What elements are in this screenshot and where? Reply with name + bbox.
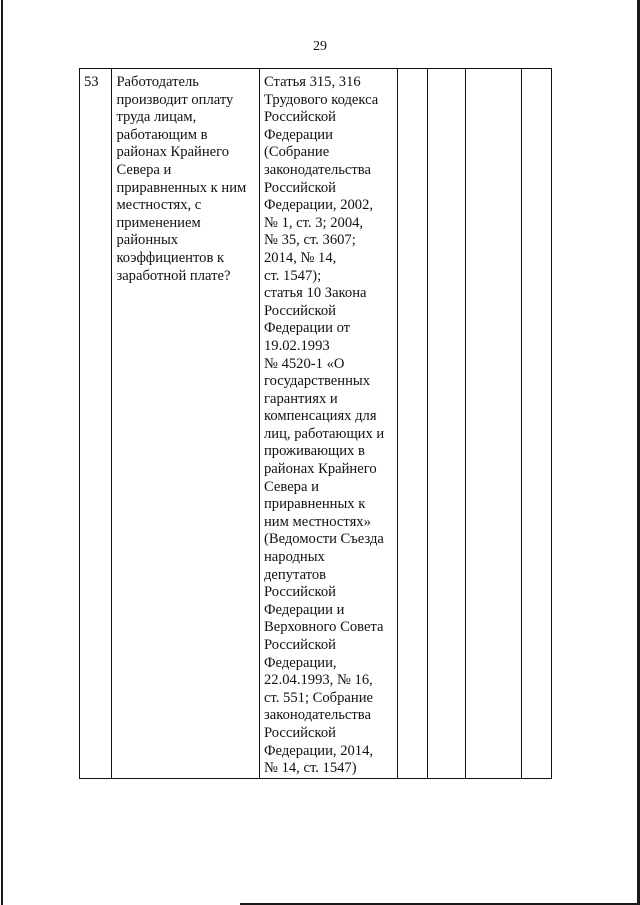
legal-acts-cell <box>260 69 398 779</box>
answer-no-cell <box>428 69 466 779</box>
answer-not-applicable-cell <box>466 69 521 779</box>
checklist-table <box>79 68 552 779</box>
scan-left-edge <box>1 0 3 905</box>
requirement-cell <box>112 69 260 779</box>
notes-cell <box>521 69 551 779</box>
answer-yes-cell <box>398 69 428 779</box>
row-number: 53 <box>84 74 99 90</box>
legal-acts-reference: Статья 315, 316 Трудового кодекса Российской Федерации (Собрание законодательства Российской Федерации, 2002, № 1, ст. 3; 2004, № 35, ст. 3607; 2014, № 14, ст. 1547); статья 10 Закона Российской Федерации от 19.02.1993 № 4520-1 «О государственных гарантиях и компенсациях для лиц, работающих и проживающих в районах Крайнего Севера и приравненных к ним местностях» (Ведомости Съезда народных депутатов Российской Федерации и Верховного Совета Российской Федерации, 22.04.1993, № 16, ст. 551; Собрание законодательства Российской Федерации, 2014, № 14, ст. 1547) <box>264 74 385 777</box>
row-number-cell <box>80 69 112 779</box>
table-row <box>80 69 552 779</box>
requirement-question: Работодатель производит оплату труда лицам, работающим в районах Крайнего Севера и приравненных к ним местностях, с применением районных коэффициентов к заработной плате? <box>116 74 247 284</box>
page-number: 29 <box>313 39 327 54</box>
